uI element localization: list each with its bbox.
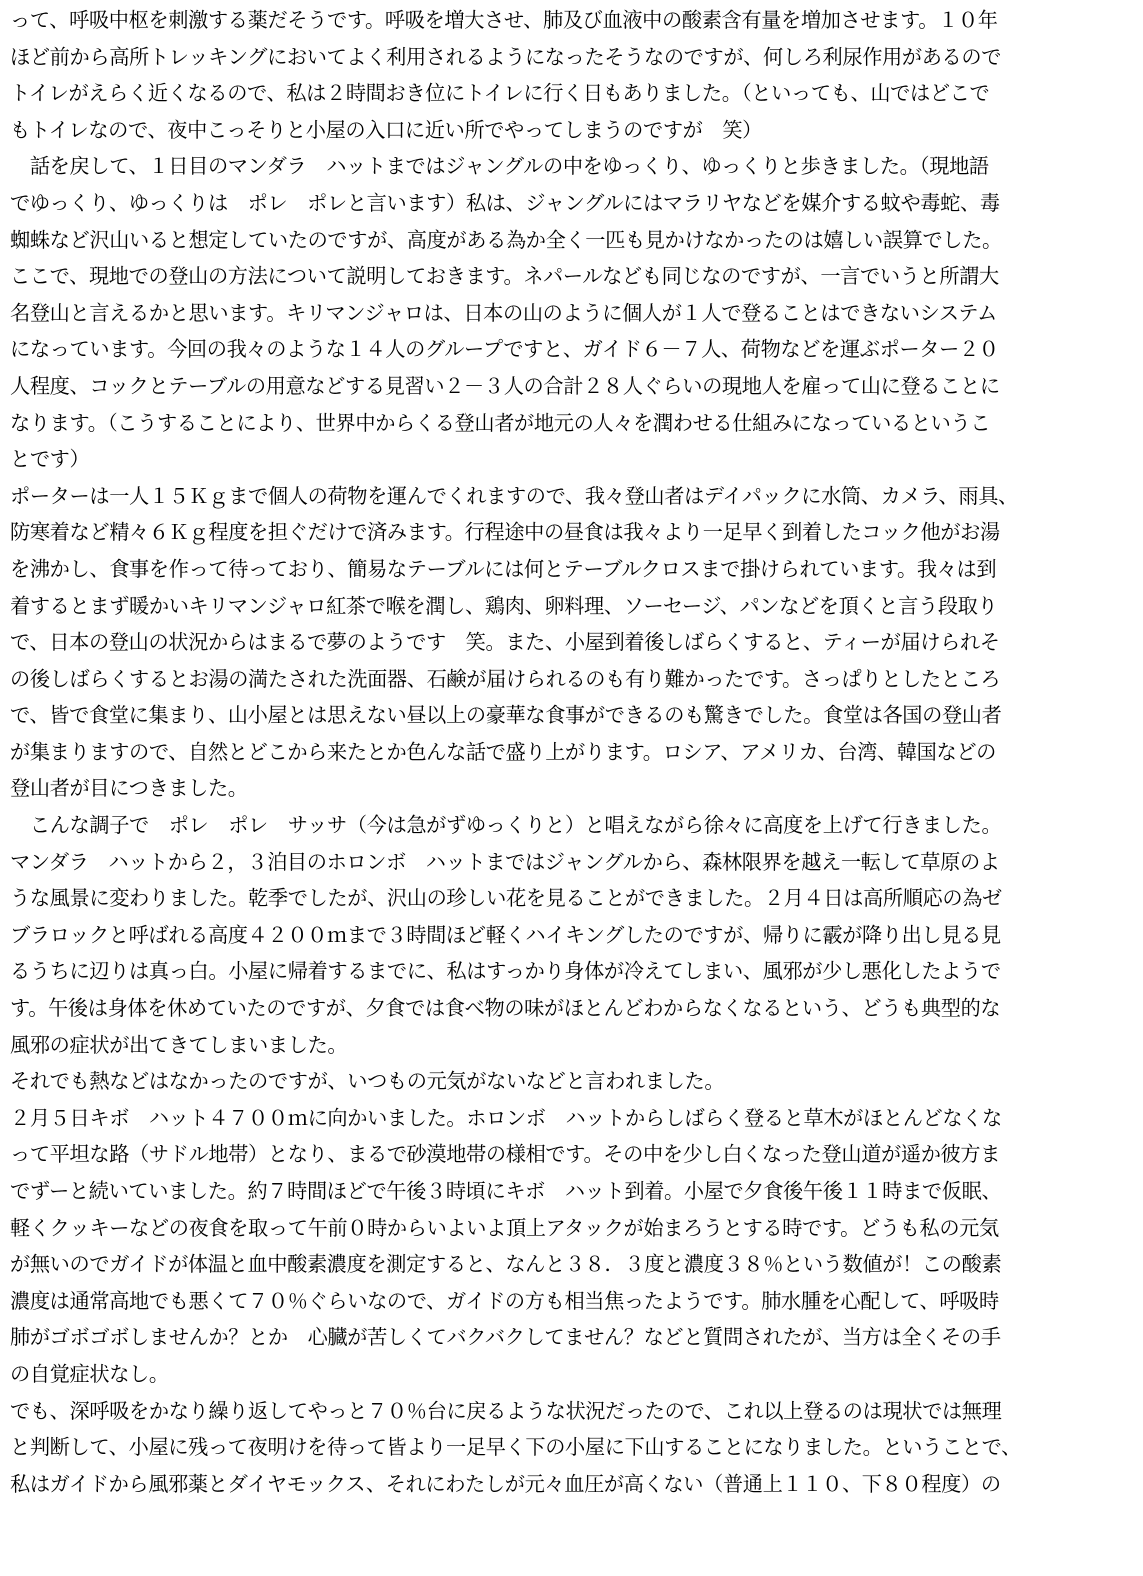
text-line: 名登山と言えるかと思います。キリマンジャロは、日本の山のように個人が１人で登ることはできないシステム <box>10 300 997 325</box>
text-line: が無いのでガイドが体温と血中酸素濃度を測定すると、なんと３８．３度と濃度３８％という数値が！この酸素 <box>10 1252 1002 1277</box>
text-line: ここで、現地での登山の方法について説明しておきます。ネパールなども同じなのですが、一言でいうと所謂大 <box>10 264 999 289</box>
text-line: 蜘蛛など沢山いると想定していたのですが、高度がある為か全く一匹も見かけなかったのは嬉しい誤算でした。 <box>10 227 1002 252</box>
body-text <box>10 2 1129 1539</box>
text-line: って平坦な路（サドル地帯）となり、まるで砂漠地帯の様相です。その中を少し白くなった登山道が遥か彼方ま <box>10 1142 1001 1167</box>
text-line: 風邪の症状が出てきてしまいました。 <box>10 1032 348 1057</box>
text-line: もトイレなので、夜中こっそりと小屋の入口に近い所でやってしまうのですが 笑） <box>10 117 763 142</box>
text-line: ２月５日キボ ハット４７００ｍに向かいました。ホロンボ ハットからしばらく登ると草木がほとんどなくな <box>10 1105 1002 1130</box>
text-line: るうちに辺りは真っ白。小屋に帰着するまでに、私はすっかり身体が冷えてしまい、風邪が少し悪化したようで <box>10 959 1001 984</box>
text-line: マンダラ ハットから２，３泊目のホロンボ ハットまではジャングルから、森林限界を越え一転して草原のよ <box>10 849 1000 874</box>
text-line: ブラロックと呼ばれる高度４２００ｍまで３時間ほど軽くハイキングしたのですが、帰りに霰が降り出し見る見 <box>10 922 1001 947</box>
text-line: でずーと続いていました。約７時間ほどで午後３時頃にキボ ハット到着。小屋で夕食後午後１１時まで仮眠、 <box>10 1179 1002 1203</box>
text-line: で、日本の登山の状況からはまるで夢のようです 笑。また、小屋到着後しばらくすると、ティーが届けられそ <box>10 630 1000 655</box>
text-line: トイレがえらく近くなるので、私は２時間おき位にトイレに行く日もありました。（といっても、山ではどこで <box>10 81 990 106</box>
text-line: と判断して、小屋に残って夜明けを待って皆より一足早く下の小屋に下山することになりました。ということで、 <box>10 1435 1021 1460</box>
text-line: 着するとまず暖かいキリマンジャロ紅茶で喉を潤し、鶏肉、卵料理、ソーセージ、パンなどを頂くと言う段取り <box>10 593 998 618</box>
text-line: 話を戻して、１日目のマンダラ ハットまではジャングルの中をゆっくり、ゆっくりと歩きました。（現地語 <box>10 154 989 179</box>
text-line: の自覚症状なし。 <box>10 1361 169 1386</box>
text-line <box>10 1502 1129 1539</box>
text-line: 肺がゴボゴボしませんか？とか 心臓が苦しくてバクバクしてません？などと質問されたが、当方は全くその手 <box>10 1325 1001 1350</box>
text-line: 軽くクッキーなどの夜食を取って午前０時からいよいよ頂上アタックが始まろうとする時です。どうも私の元気 <box>10 1215 999 1240</box>
text-line: 濃度は通常高地でも悪くて７０％ぐらいなので、ガイドの方も相当焦ったようです。肺水腫を心配して、呼吸時 <box>10 1288 999 1313</box>
text-line: って、呼吸中枢を刺激する薬だそうです。呼吸を増大させ、肺及び血液中の酸素含有量を増加させます。１０年 <box>10 8 998 32</box>
text-line: なります。（こうすることにより、世界中からくる登山者が地元の人々を潤わせる仕組みになっているというこ <box>10 410 991 435</box>
text-line: 防寒着など精々６Ｋｇ程度を担ぐだけで済みます。行程途中の昼食は我々より一足早く到着したコック他がお湯 <box>10 520 1000 545</box>
text-line: ポーターは一人１５Ｋｇまで個人の荷物を運んでくれますので、我々登山者はデイパックに水筒、カメラ、雨具、 <box>10 483 1018 508</box>
text-line: でゆっくり、ゆっくりは ポレ ポレと言います）私は、ジャングルにはマラリヤなどを媒介する蚊や毒蛇、毒 <box>10 190 1000 215</box>
text-line: になっています。今回の我々のような１４人のグループですと、ガイド６－７人、荷物などを運ぶポーター２０ <box>10 337 999 362</box>
text-line: ほど前から高所トレッキングにおいてよく利用されるようになったそうなのですが、何しろ利尿作用があるので <box>10 44 1002 69</box>
text-line: 人程度、コックとテーブルの用意などする見習い２－３人の合計２８人ぐらいの現地人を雇って山に登ることに <box>10 373 1000 398</box>
text-line: でも、深呼吸をかなり繰り返してやっと７０％台に戻るような状況だったので、これ以上登るのは現状では無理 <box>10 1398 1002 1423</box>
text-line: 登山者が目につきました。 <box>10 776 248 801</box>
text-line: とです） <box>10 447 90 472</box>
text-line: を沸かし、食事を作って待っており、簡易なテーブルには何とテーブルクロスまで掛けられています。我々は到 <box>10 556 997 581</box>
text-line: それでも熱などはなかったのですが、いつもの元気がないなどと言われました。 <box>10 1069 725 1094</box>
text-line: 私はガイドから風邪薬とダイヤモックス、それにわたしが元々血圧が高くない（普通上１１０、下８０程度）の <box>10 1471 1001 1496</box>
text-line: で、皆で食堂に集まり、山小屋とは思えない昼以上の豪華な食事ができるのも驚きでした。食堂は各国の登山者 <box>10 703 1002 728</box>
text-line: の後しばらくするとお湯の満たされた洗面器、石鹸が届けられるのも有り難かったです。さっぱりとしたところ <box>10 666 1001 691</box>
text-line: す。午後は身体を休めていたのですが、夕食では食べ物の味がほとんどわからなくなるという、どうも典型的な <box>10 996 1001 1021</box>
text-line: こんな調子で ポレ ポレ サッサ（今は急がずゆっくりと）と唱えながら徐々に高度を上げて行きました。 <box>10 813 1002 838</box>
text-line: うな風景に変わりました。乾季でしたが、沢山の珍しい花を見ることができました。２月４日は高所順応の為ゼ <box>10 886 1002 911</box>
text-line: が集まりますので、自然とどこから来たとか色んな話で盛り上がります。ロシア、アメリカ、台湾、韓国などの <box>10 739 997 764</box>
